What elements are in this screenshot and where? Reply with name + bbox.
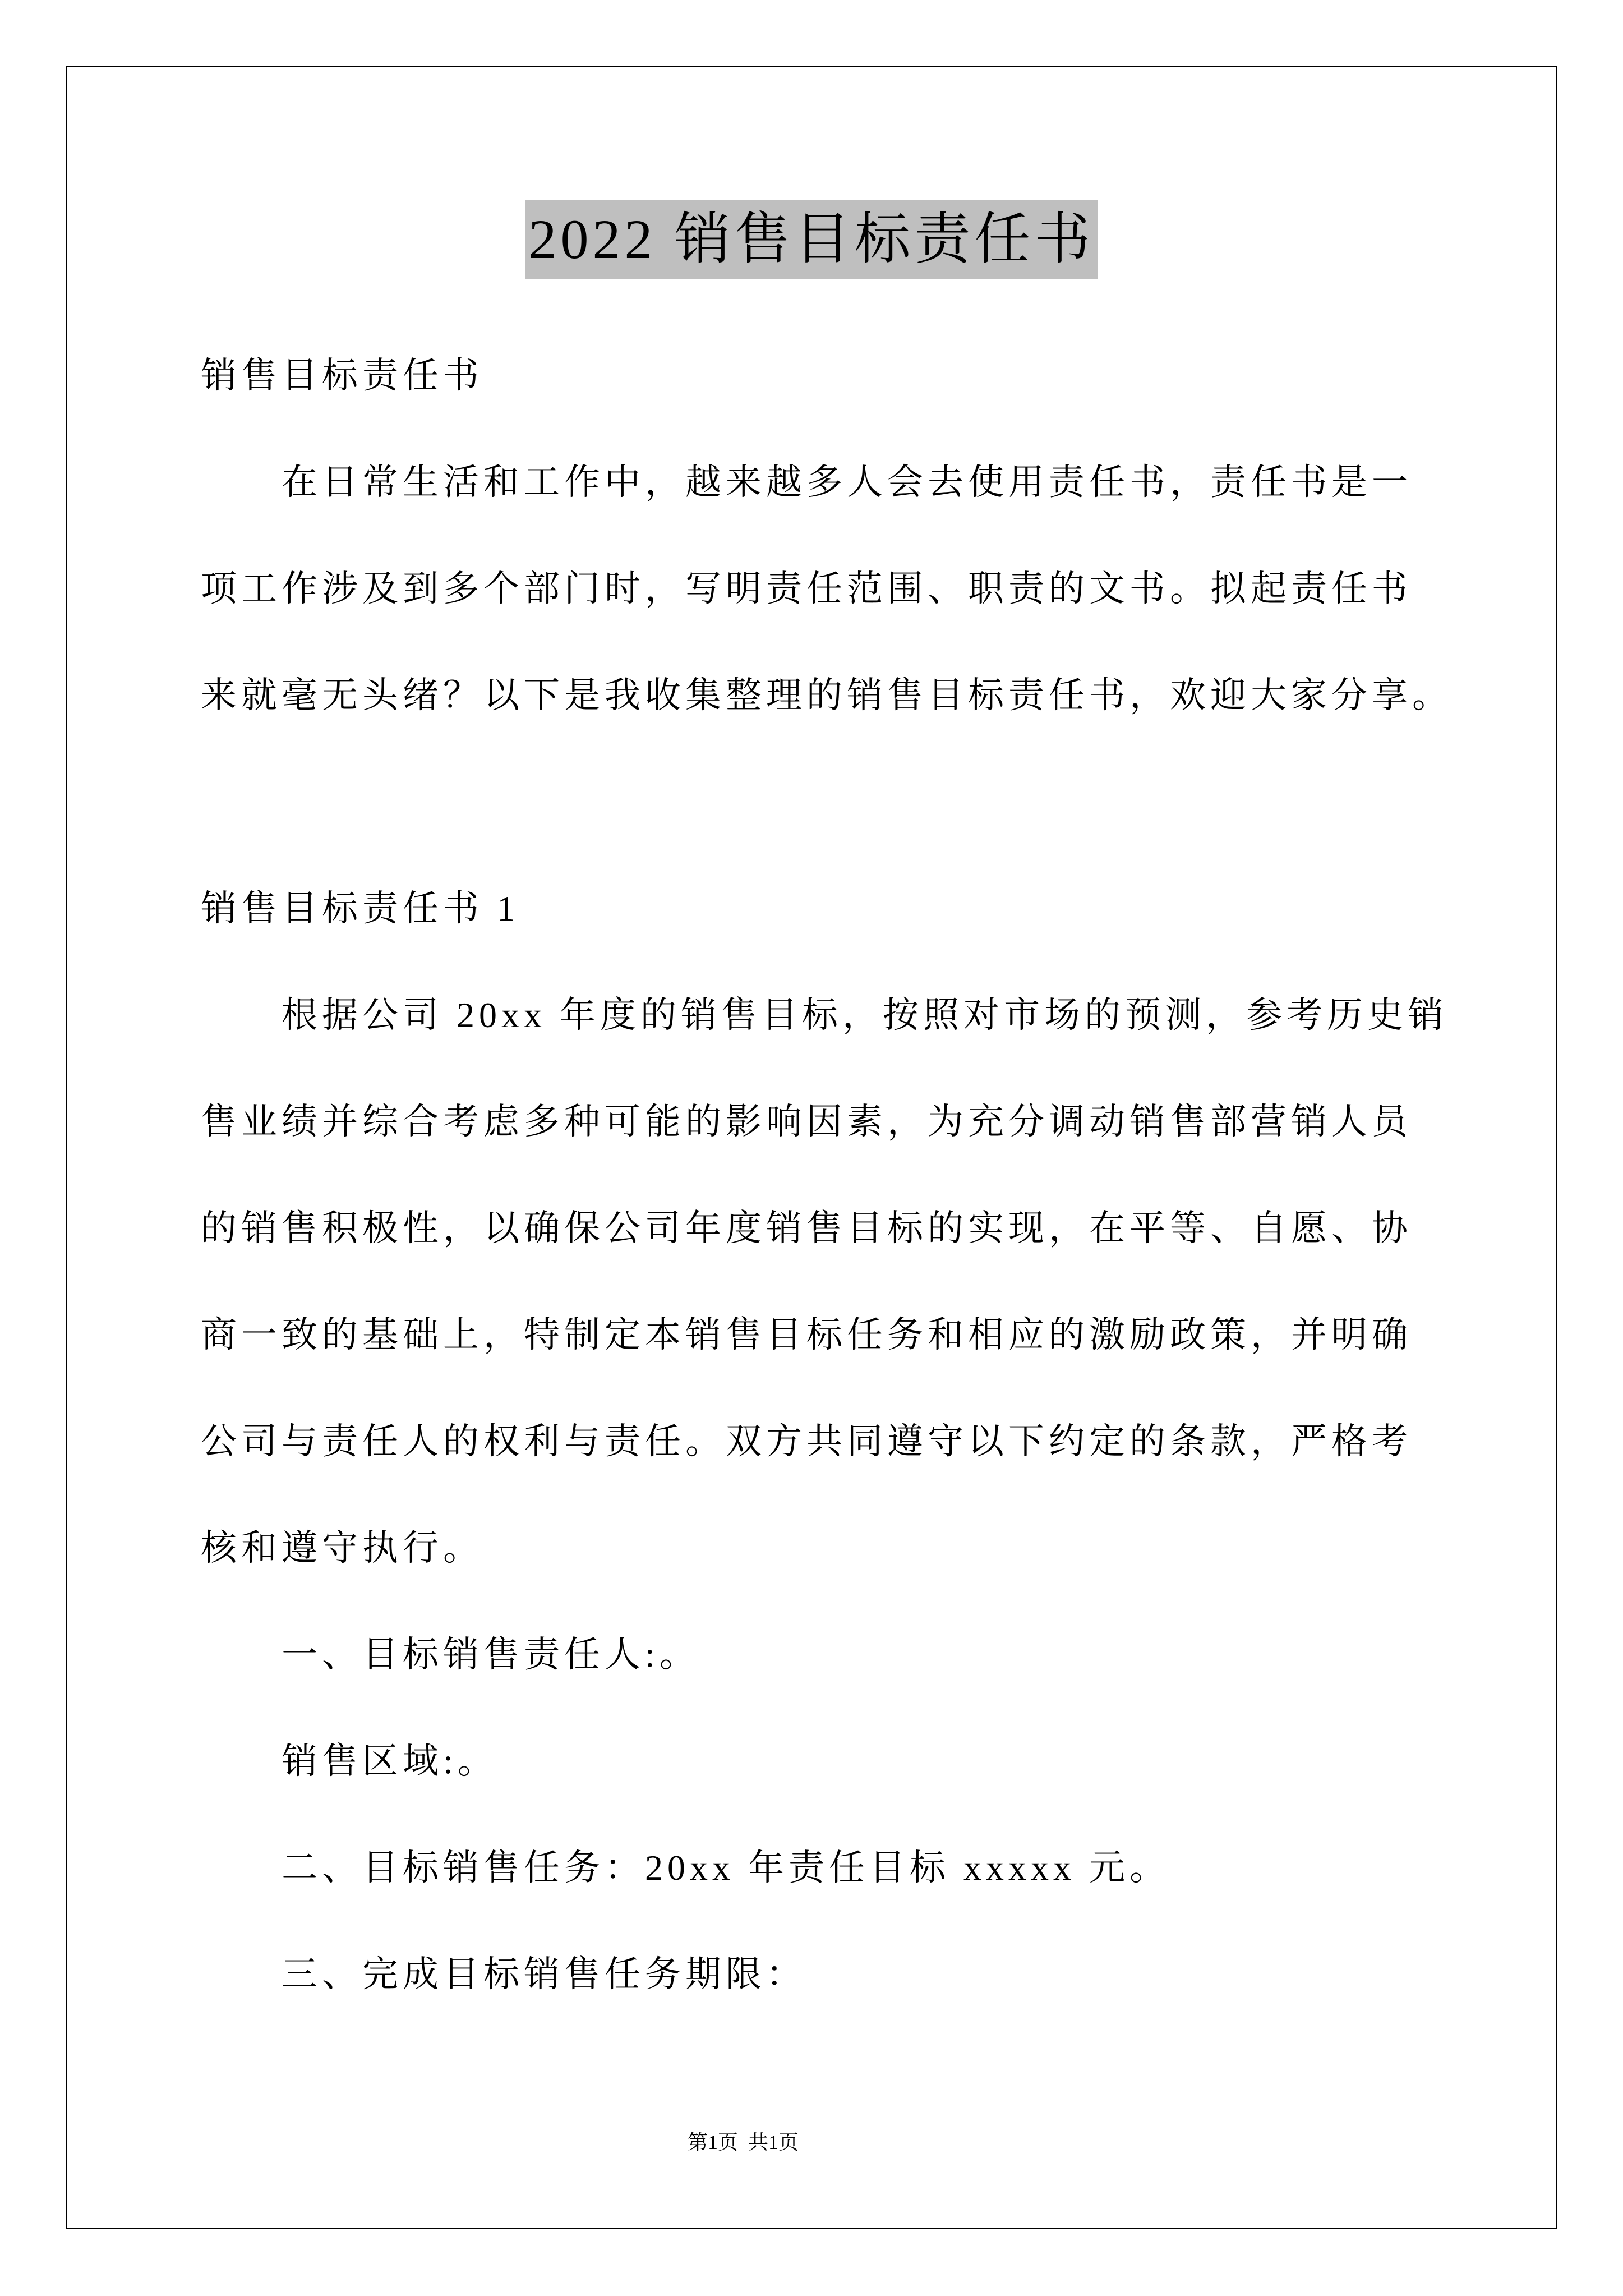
page-border <box>66 66 1557 2229</box>
body-line-para-3: 的销售积极性，以确保公司年度销售目标的实现，在平等、自愿、协 <box>201 1208 1412 1248</box>
body-line-para-4: 商一致的基础上，特制定本销售目标任务和相应的激励政策，并明确 <box>201 1315 1412 1355</box>
body-line-item-1b: 销售区域:。 <box>282 1741 498 1781</box>
body-line-item-3: 三、完成目标销售任务期限： <box>282 1954 806 1994</box>
document-title: 2022 销售目标责任书 <box>525 200 1098 279</box>
body-line-heading: 销售目标责任书 <box>201 356 483 395</box>
body-line-item-1: 一、目标销售责任人:。 <box>282 1635 700 1674</box>
body-line-blank <box>201 749 1556 855</box>
body-line-section-heading: 销售目标责任书 1 <box>201 889 519 928</box>
body-line-para-6: 核和遵守执行。 <box>201 1528 483 1568</box>
body-line-para-2: 售业绩并综合考虑多种可能的影响因素，为充分调动销售部营销人员 <box>201 1102 1412 1142</box>
page-footer: 第1页 共1页 <box>688 2131 799 2154</box>
body-line-intro-2: 项工作涉及到多个部门时，写明责任范围、职责的文书。拟起责任书 <box>201 569 1412 609</box>
body-line-para-1: 根据公司 20xx 年度的销售目标，按照对市场的预测，参考历史销 <box>282 995 1448 1035</box>
title-row <box>67 200 1556 279</box>
body-line-intro-1: 在日常生活和工作中，越来越多人会去使用责任书，责任书是一 <box>282 462 1412 502</box>
body-line-intro-3: 来就毫无头绪？以下是我收集整理的销售目标责任书，欢迎大家分享。 <box>201 675 1453 715</box>
body-line-item-2: 二、目标销售任务：20xx 年责任目标 xxxxx 元。 <box>282 1848 1170 1888</box>
body-line-para-5: 公司与责任人的权利与责任。双方共同遵守以下约定的条款，严格考 <box>201 1421 1412 1461</box>
document-body <box>67 323 1556 2028</box>
